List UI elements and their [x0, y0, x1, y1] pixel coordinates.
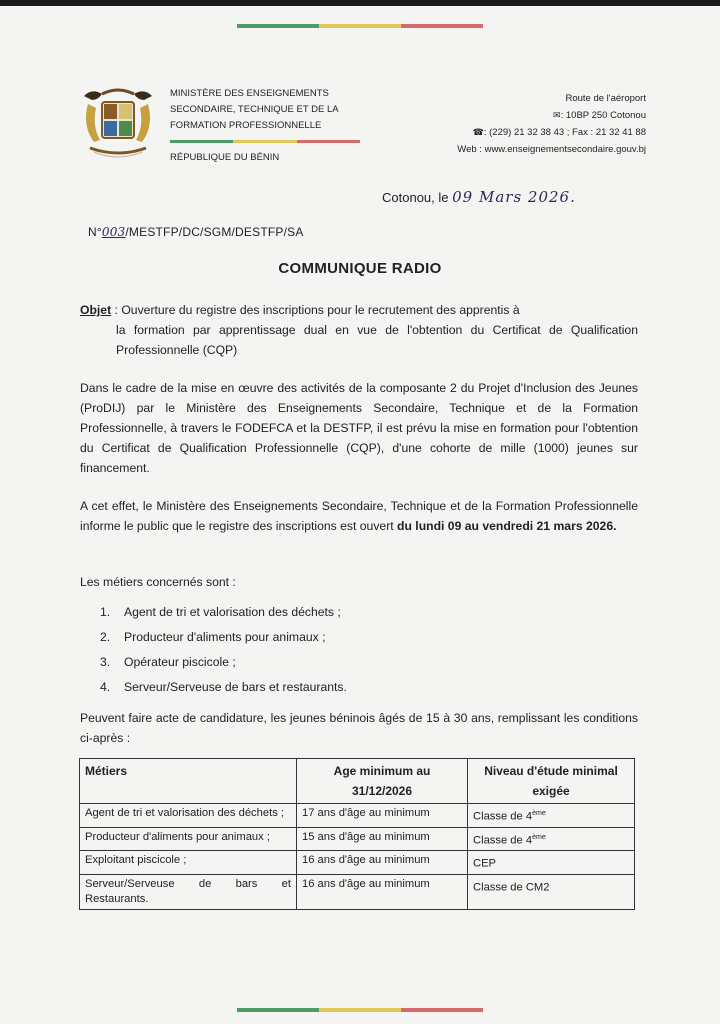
- phone-fax: ☎: (229) 21 32 38 43 ; Fax : 21 32 41 88: [457, 124, 646, 141]
- handwritten-date: 09 Mars 2026.: [452, 188, 576, 206]
- column-header-niveau: Niveau d'étude minimal exigée: [468, 759, 635, 804]
- list-item: 2. Producteur d'aliments pour animaux ;: [100, 630, 326, 644]
- trades-intro: Les métiers concernés sont :: [80, 575, 236, 589]
- reference-prefix: N°: [88, 225, 102, 239]
- objet-paragraph: [80, 300, 638, 360]
- announcement-dates: du lundi 09 au vendredi 21 mars 2026.: [397, 519, 617, 533]
- reference-handwritten-number: 003: [101, 225, 126, 239]
- contact-block: [457, 90, 646, 158]
- table-row: Exploitant piscicole ; 16 ans d'âge au minimum CEP: [80, 851, 635, 875]
- list-item: 4. Serveur/Serveuse de bars et restaurants.: [100, 680, 347, 694]
- date-line: [382, 188, 576, 206]
- reference-suffix: /MESTFP/DC/SGM/DESTFP/SA: [125, 225, 304, 239]
- ministry-name: [170, 86, 339, 134]
- flag-stripe-header: [170, 140, 360, 143]
- date-prefix: Cotonou, le: [382, 190, 449, 205]
- flag-stripe-top: [237, 24, 483, 28]
- top-bar: [0, 0, 720, 6]
- republic-name: RÉPUBLIQUE DU BÉNIN: [170, 152, 280, 163]
- table-header-row: [80, 759, 635, 804]
- reference-number: [88, 225, 304, 239]
- paragraph-context: Dans le cadre de la mise en œuvre des activités de la composante 2 du Projet d'Inclusion des Jeunes (ProDIJ) par le Ministère des Enseignements Secondaire, Technique et de la Formation Professionnelle, à travers le FODEFCA et la DESTFP, il est prévu la mise en formation pour l'obtention du Certificat de Qualification Professionnelle (CQP), d'une cohorte de mille (1000) jeunes sur financement.: [80, 381, 638, 475]
- paragraph-announcement: [80, 496, 638, 536]
- address: Route de l'aéroport: [565, 93, 646, 104]
- table-row: Producteur d'aliments pour animaux ; 15 ans d'âge au minimum Classe de 4ème: [80, 827, 635, 851]
- objet-rest: la formation par apprentissage dual en vue de l'obtention du Certificat de Qualification Professionnelle (CQP): [116, 323, 638, 357]
- objet-label: Objet: [80, 303, 112, 317]
- list-item: 1. Agent de tri et valorisation des déchets ;: [100, 605, 341, 619]
- coat-of-arms-emblem: [78, 86, 158, 164]
- list-item: 3. Opérateur piscicole ;: [100, 655, 236, 669]
- objet-first-line: : Ouverture du registre des inscriptions pour le recrutement des apprentis à: [111, 303, 520, 317]
- postal-box: ✉: 10BP 250 Cotonou: [457, 107, 646, 124]
- document-title: COMMUNIQUE RADIO: [278, 260, 442, 277]
- trades-list: [100, 600, 347, 700]
- mailbox-icon: ✉: [553, 110, 561, 120]
- eligibility-paragraph: Peuvent faire acte de candidature, les jeunes béninois âgés de 15 à 30 ans, remplissant les conditions ci-après :: [80, 711, 638, 745]
- table-row: Serveur/Serveuse de bars et Restaurants. 16 ans d'âge au minimum Classe de CM2: [80, 875, 635, 910]
- column-header-age: Age minimum au 31/12/2026: [297, 759, 468, 804]
- requirements-table: [79, 758, 635, 910]
- table-row: Agent de tri et valorisation des déchets ; 17 ans d'âge au minimum Classe de 4ème: [80, 804, 635, 828]
- ministry-line: MINISTÈRE DES ENSEIGNEMENTS: [170, 88, 329, 99]
- flag-stripe-bottom: [237, 1008, 483, 1012]
- phone-icon: ☎: [472, 127, 484, 137]
- website: Web : www.enseignementsecondaire.gouv.bj: [457, 144, 646, 155]
- ministry-line: SECONDAIRE, TECHNIQUE ET DE LA: [170, 104, 339, 115]
- column-header-metiers: Métiers: [80, 759, 297, 804]
- announcement-text: A cet effet, le Ministère des Enseignements Secondaire, Technique et de la Formation Professionnelle informe le public que le registre des inscriptions est ouvert: [80, 499, 638, 533]
- ministry-line: FORMATION PROFESSIONNELLE: [170, 120, 322, 131]
